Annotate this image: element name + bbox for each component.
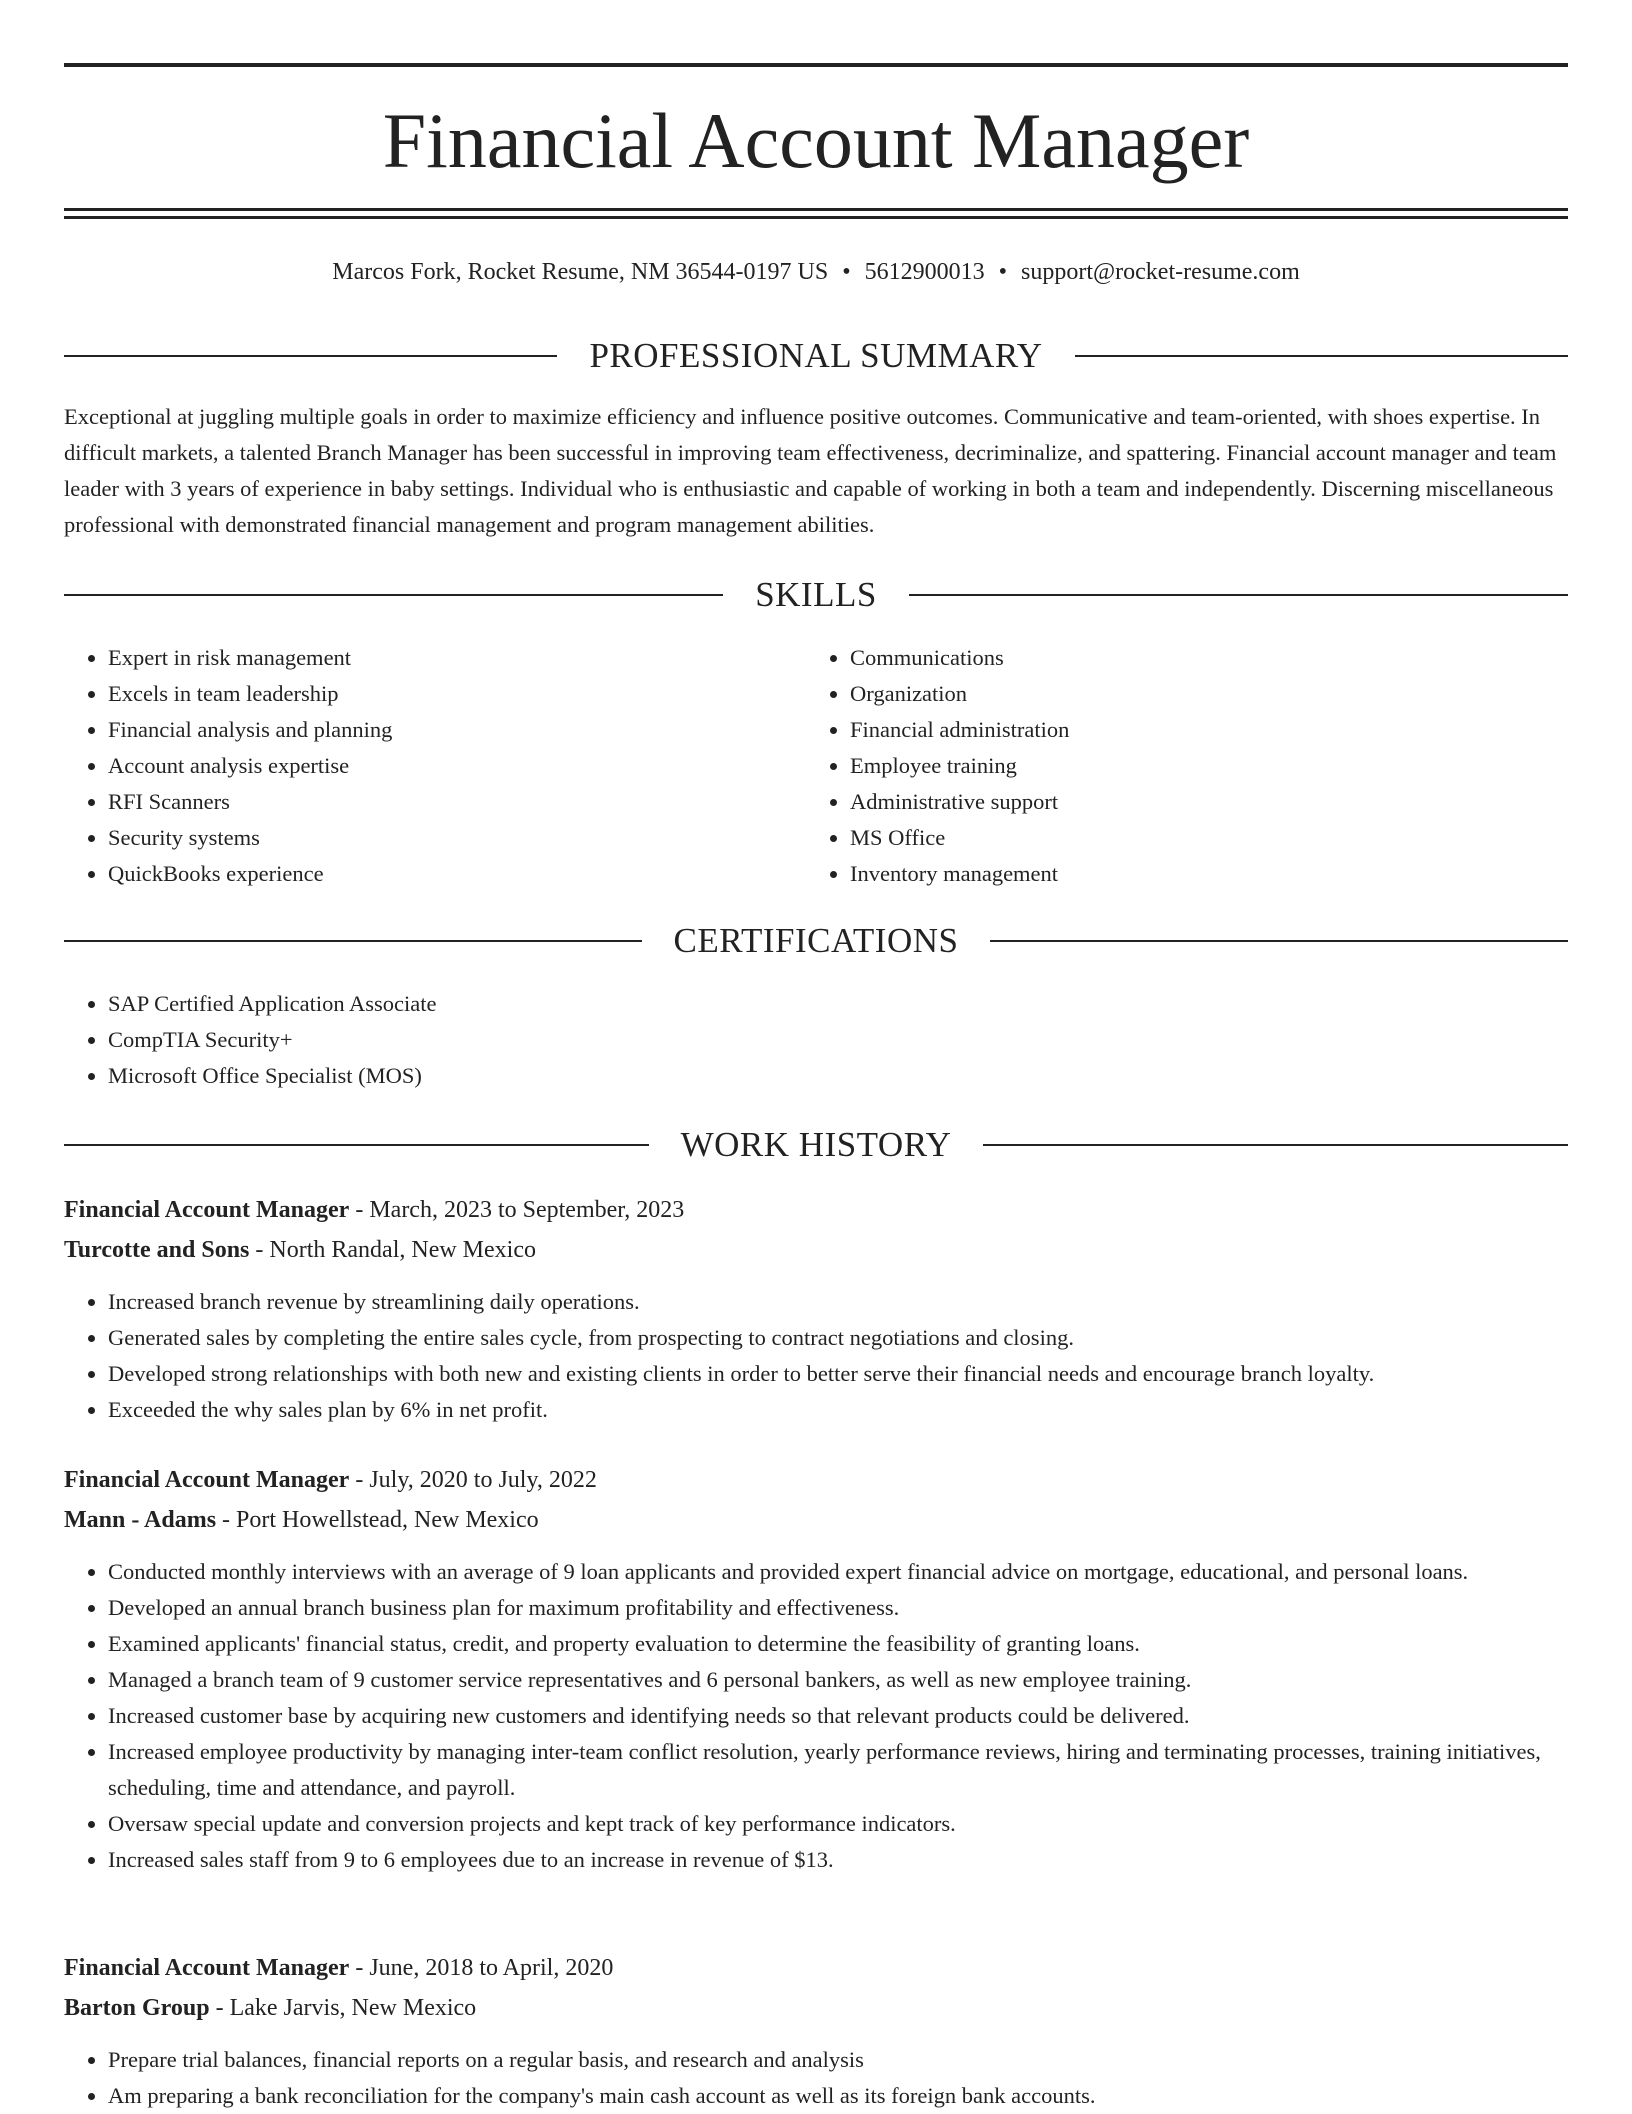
job-bullet: • Conducted monthly interviews with an average of 9 loan applicants and provided expert financial advice on mortgage, educational, and personal loans.: [108, 1554, 1568, 1590]
section-title: CERTIFICATIONS: [673, 921, 959, 960]
skill-item: • Communications: [850, 640, 1566, 676]
certification-item: • SAP Certified Application Associate: [108, 986, 437, 1022]
job-title: Financial Account Manager: [64, 1467, 350, 1493]
job-dates: - March, 2023 to September, 2023: [349, 1197, 685, 1223]
skill-item: • RFI Scanners: [108, 784, 804, 820]
job-company-line: [64, 1988, 1568, 2028]
contact-address: Marcos Fork, Rocket Resume, NM 36544-0197 US: [332, 259, 829, 285]
section-heading-summary: [64, 336, 1568, 376]
heading-rule: [909, 594, 1568, 596]
job-bullet: • Exceeded the why sales plan by 6% in net profit.: [108, 1392, 1568, 1428]
skills-list: [806, 640, 1566, 892]
certifications-list: [64, 986, 437, 1094]
job-bullet: • Increased branch revenue by streamlining daily operations.: [108, 1284, 1568, 1320]
job-bullet: • Increased sales staff from 9 to 6 employees due to an increase in revenue of $13.: [108, 1842, 1568, 1878]
skill-item: • MS Office: [850, 820, 1566, 856]
certification-item: • Microsoft Office Specialist (MOS): [108, 1058, 437, 1094]
job-bullet: • Managed a branch team of 9 customer service representatives and 6 personal bankers, as well as new employee training.: [108, 1662, 1568, 1698]
title-rule-upper: [64, 208, 1568, 211]
job-company-line: [64, 1500, 1568, 1540]
heading-rule: [983, 1144, 1568, 1146]
job-bullet: • Developed an annual branch business plan for maximum profitability and effectiveness.: [108, 1590, 1568, 1626]
skill-item: • Account analysis expertise: [108, 748, 804, 784]
skill-item: • Financial administration: [850, 712, 1566, 748]
contact-separator: •: [998, 259, 1008, 285]
certifications-block: [64, 986, 437, 1094]
job-dates: - July, 2020 to July, 2022: [349, 1467, 597, 1493]
heading-rule: [990, 940, 1568, 942]
skill-item: • QuickBooks experience: [108, 856, 804, 892]
contact-line: [64, 256, 1568, 288]
section-heading-certifications: [64, 921, 1568, 961]
job-company: Turcotte and Sons: [64, 1237, 250, 1263]
skills-right-column: [806, 640, 1566, 892]
job-location: - Port Howellstead, New Mexico: [216, 1507, 539, 1533]
job-location: - North Randal, New Mexico: [249, 1237, 536, 1263]
job-title-line: [64, 1190, 1568, 1230]
skill-item: • Expert in risk management: [108, 640, 804, 676]
heading-rule: [64, 355, 557, 357]
job-bullet: • Examined applicants' financial status, credit, and property evaluation to determine the feasibility of granting loans.: [108, 1626, 1568, 1662]
job-company: Barton Group: [64, 1995, 210, 2021]
heading-rule: [1075, 355, 1568, 357]
section-title: SKILLS: [755, 575, 877, 614]
job-title: Financial Account Manager: [64, 1955, 350, 1981]
section-heading-skills: [64, 575, 1568, 615]
job-bullets: [64, 2042, 1568, 2114]
job-bullet: • Oversaw special update and conversion projects and kept track of key performance indicators.: [108, 1806, 1568, 1842]
section-heading-work-history: [64, 1125, 1568, 1165]
job-bullets: [64, 1554, 1568, 1878]
job-entry: [64, 1948, 1568, 2114]
skill-item: • Organization: [850, 676, 1566, 712]
skill-item: • Employee training: [850, 748, 1566, 784]
summary-text: Exceptional at juggling multiple goals in order to maximize efficiency and influence positive outcomes. Communicative and team-oriented, with shoes expertise. In difficult markets, a talented Branch Manager has been successful in improving team effectiveness, decriminalize, and spattering. Financial account manager and team leader with 3 years of experience in baby settings. Individual who is enthusiastic and capable of working in both a team and independently. Discerning miscellaneous professional with demonstrated financial management and program management abilities.: [64, 404, 1557, 537]
title-rule-lower: [64, 216, 1568, 219]
heading-rule: [64, 594, 723, 596]
skill-item: • Excels in team leadership: [108, 676, 804, 712]
job-entry: [64, 1190, 1568, 1428]
contact-separator: •: [842, 259, 851, 285]
heading-rule: [64, 1144, 649, 1146]
contact-email: support@rocket-resume.com: [1021, 259, 1300, 285]
certification-item: • CompTIA Security+: [108, 1022, 437, 1058]
job-title-line: [64, 1948, 1568, 1988]
job-entry: [64, 1460, 1568, 1878]
job-company: Mann - Adams: [64, 1507, 217, 1533]
job-dates: - June, 2018 to April, 2020: [349, 1955, 614, 1981]
section-title: WORK HISTORY: [680, 1125, 952, 1164]
job-bullet: • Increased customer base by acquiring new customers and identifying needs so that relevant products could be delivered.: [108, 1698, 1568, 1734]
skills-left-column: [64, 640, 804, 892]
job-bullet: • Prepare trial balances, financial reports on a regular basis, and research and analysis: [108, 2042, 1568, 2078]
job-bullet: • Increased employee productivity by managing inter-team conflict resolution, yearly performance reviews, hiring and terminating processes, training initiatives, scheduling, time and attendance, and payroll.: [108, 1734, 1568, 1806]
skill-item: • Financial analysis and planning: [108, 712, 804, 748]
job-location: - Lake Jarvis, New Mexico: [209, 1995, 477, 2021]
heading-rule: [64, 940, 642, 942]
skill-item: • Inventory management: [850, 856, 1566, 892]
job-title-line: [64, 1460, 1568, 1500]
job-bullet: • Developed strong relationships with both new and existing clients in order to better serve their financial needs and encourage branch loyalty.: [108, 1356, 1568, 1392]
skill-item: • Administrative support: [850, 784, 1566, 820]
section-title: PROFESSIONAL SUMMARY: [589, 336, 1043, 375]
job-bullet: • Am preparing a bank reconciliation for the company's main cash account as well as its foreign bank accounts.: [108, 2078, 1568, 2114]
job-company-line: [64, 1230, 1568, 1270]
top-rule: [64, 63, 1568, 67]
skill-item: • Security systems: [108, 820, 804, 856]
job-title: Financial Account Manager: [64, 1197, 350, 1223]
job-bullet: • Generated sales by completing the entire sales cycle, from prospecting to contract negotiations and closing.: [108, 1320, 1568, 1356]
skills-list: [64, 640, 804, 892]
job-bullets: [64, 1284, 1568, 1428]
contact-phone: 5612900013: [864, 259, 985, 285]
resume-title: Financial Account Manager: [382, 97, 1250, 184]
